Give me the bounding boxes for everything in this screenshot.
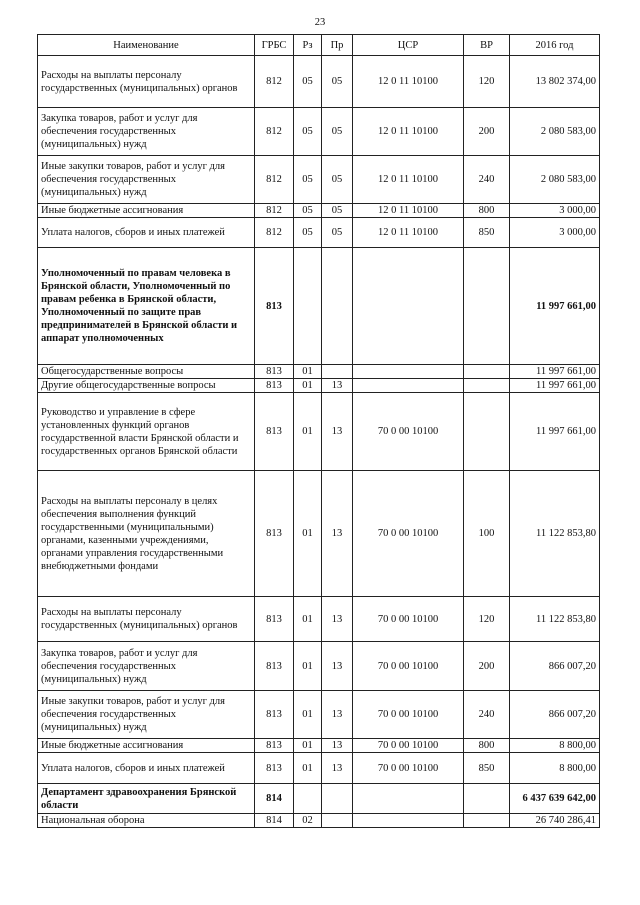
cell-rz: 01 <box>294 739 322 753</box>
table-row <box>38 784 600 814</box>
cell-name: Иные закупки товаров, работ и услуг для обеспечения государственных (муниципальных) нужд <box>38 156 255 204</box>
cell-grbs: 812 <box>255 218 294 248</box>
cell-name: Расходы на выплаты персоналу государственных (муниципальных) органов <box>38 597 255 642</box>
table-body <box>38 56 600 828</box>
cell-amount: 6 437 639 642,00 <box>510 784 600 814</box>
cell-name: Национальная оборона <box>38 814 255 828</box>
cell-csr <box>353 248 464 365</box>
cell-vr: 850 <box>464 753 510 784</box>
cell-amount: 866 007,20 <box>510 691 600 739</box>
header-rz: Рз <box>294 35 322 56</box>
cell-rz: 01 <box>294 379 322 393</box>
cell-amount: 866 007,20 <box>510 642 600 691</box>
cell-rz <box>294 248 322 365</box>
header-name: Наименование <box>38 35 255 56</box>
cell-pr: 05 <box>322 218 353 248</box>
table-row <box>38 56 600 108</box>
cell-csr: 70 0 00 10100 <box>353 642 464 691</box>
header-csr: ЦСР <box>353 35 464 56</box>
cell-rz: 01 <box>294 642 322 691</box>
cell-rz: 01 <box>294 691 322 739</box>
cell-vr: 240 <box>464 156 510 204</box>
cell-name: Другие общегосударственные вопросы <box>38 379 255 393</box>
cell-csr <box>353 814 464 828</box>
cell-vr <box>464 814 510 828</box>
header-row <box>38 35 600 56</box>
cell-pr: 05 <box>322 56 353 108</box>
cell-amount: 8 800,00 <box>510 739 600 753</box>
cell-csr: 70 0 00 10100 <box>353 393 464 471</box>
cell-name: Департамент здравоохранения Брянской области <box>38 784 255 814</box>
header-vr: ВР <box>464 35 510 56</box>
header-year: 2016 год <box>510 35 600 56</box>
cell-grbs: 812 <box>255 204 294 218</box>
cell-grbs: 813 <box>255 393 294 471</box>
cell-pr: 13 <box>322 739 353 753</box>
table-row <box>38 739 600 753</box>
cell-csr: 12 0 11 10100 <box>353 204 464 218</box>
cell-vr: 120 <box>464 597 510 642</box>
cell-name: Иные бюджетные ассигнования <box>38 739 255 753</box>
table-row <box>38 204 600 218</box>
cell-pr: 13 <box>322 691 353 739</box>
cell-pr <box>322 248 353 365</box>
cell-vr <box>464 248 510 365</box>
cell-vr: 120 <box>464 56 510 108</box>
cell-rz: 05 <box>294 204 322 218</box>
cell-vr: 200 <box>464 642 510 691</box>
cell-rz: 01 <box>294 471 322 597</box>
cell-grbs: 813 <box>255 597 294 642</box>
cell-name: Закупка товаров, работ и услуг для обеспечения государственных (муниципальных) нужд <box>38 108 255 156</box>
table-row <box>38 393 600 471</box>
cell-amount: 11 997 661,00 <box>510 379 600 393</box>
cell-rz: 01 <box>294 597 322 642</box>
cell-rz: 01 <box>294 365 322 379</box>
table-row <box>38 814 600 828</box>
cell-pr: 13 <box>322 597 353 642</box>
cell-rz <box>294 784 322 814</box>
cell-vr <box>464 393 510 471</box>
cell-rz: 05 <box>294 56 322 108</box>
cell-pr <box>322 365 353 379</box>
table-row <box>38 471 600 597</box>
cell-csr: 70 0 00 10100 <box>353 471 464 597</box>
cell-rz: 05 <box>294 108 322 156</box>
cell-rz: 05 <box>294 156 322 204</box>
cell-name: Иные бюджетные ассигнования <box>38 204 255 218</box>
cell-pr <box>322 814 353 828</box>
cell-pr <box>322 784 353 814</box>
table-row <box>38 218 600 248</box>
cell-csr: 70 0 00 10100 <box>353 691 464 739</box>
table-row <box>38 753 600 784</box>
cell-name: Иные закупки товаров, работ и услуг для обеспечения государственных (муниципальных) нужд <box>38 691 255 739</box>
table-row <box>38 379 600 393</box>
cell-vr: 800 <box>464 739 510 753</box>
cell-grbs: 813 <box>255 248 294 365</box>
cell-vr <box>464 784 510 814</box>
cell-name: Расходы на выплаты персоналу в целях обеспечения выполнения функций государственными (муниципальными) органами, казенными учреждениями, органами управления государственными внебюджетными фондами <box>38 471 255 597</box>
cell-grbs: 813 <box>255 739 294 753</box>
cell-grbs: 813 <box>255 365 294 379</box>
cell-amount: 2 080 583,00 <box>510 156 600 204</box>
cell-csr: 12 0 11 10100 <box>353 156 464 204</box>
cell-csr: 12 0 11 10100 <box>353 218 464 248</box>
cell-name: Уплата налогов, сборов и иных платежей <box>38 218 255 248</box>
cell-grbs: 812 <box>255 156 294 204</box>
cell-vr <box>464 379 510 393</box>
cell-vr: 240 <box>464 691 510 739</box>
table-row <box>38 108 600 156</box>
cell-name: Уплата налогов, сборов и иных платежей <box>38 753 255 784</box>
cell-amount: 2 080 583,00 <box>510 108 600 156</box>
page-number: 23 <box>314 17 326 28</box>
cell-vr <box>464 365 510 379</box>
cell-rz: 01 <box>294 393 322 471</box>
cell-amount: 26 740 286,41 <box>510 814 600 828</box>
header-pr: Пр <box>322 35 353 56</box>
cell-csr: 70 0 00 10100 <box>353 597 464 642</box>
cell-rz: 02 <box>294 814 322 828</box>
cell-csr: 70 0 00 10100 <box>353 753 464 784</box>
cell-vr: 200 <box>464 108 510 156</box>
cell-pr: 05 <box>322 156 353 204</box>
cell-grbs: 813 <box>255 691 294 739</box>
cell-csr <box>353 784 464 814</box>
cell-pr: 13 <box>322 471 353 597</box>
cell-vr: 850 <box>464 218 510 248</box>
cell-amount: 3 000,00 <box>510 218 600 248</box>
cell-csr <box>353 365 464 379</box>
cell-pr: 05 <box>322 204 353 218</box>
cell-amount: 11 997 661,00 <box>510 365 600 379</box>
cell-vr: 100 <box>464 471 510 597</box>
cell-pr: 13 <box>322 642 353 691</box>
header-grbs: ГРБС <box>255 35 294 56</box>
table-row <box>38 642 600 691</box>
cell-amount: 13 802 374,00 <box>510 56 600 108</box>
cell-amount: 3 000,00 <box>510 204 600 218</box>
cell-grbs: 813 <box>255 642 294 691</box>
cell-grbs: 813 <box>255 379 294 393</box>
cell-csr: 12 0 11 10100 <box>353 56 464 108</box>
cell-grbs: 814 <box>255 784 294 814</box>
cell-pr: 13 <box>322 379 353 393</box>
cell-name: Руководство и управление в сфере установленных функций органов государственной власти Брянской области и государственных органов Брянской области <box>38 393 255 471</box>
cell-amount: 11 122 853,80 <box>510 597 600 642</box>
table-row <box>38 597 600 642</box>
cell-csr <box>353 379 464 393</box>
table-row <box>38 365 600 379</box>
table-row <box>38 248 600 365</box>
cell-amount: 8 800,00 <box>510 753 600 784</box>
cell-name: Общегосударственные вопросы <box>38 365 255 379</box>
cell-amount: 11 997 661,00 <box>510 248 600 365</box>
cell-csr: 70 0 00 10100 <box>353 739 464 753</box>
cell-amount: 11 997 661,00 <box>510 393 600 471</box>
cell-name: Закупка товаров, работ и услуг для обеспечения государственных (муниципальных) нужд <box>38 642 255 691</box>
cell-name: Уполномоченный по правам человека в Брянской области, Уполномоченный по правам ребенка в Брянской области, Уполномоченный по защите прав предпринимателей в Брянской области и аппарат уполномоченных <box>38 248 255 365</box>
cell-csr: 12 0 11 10100 <box>353 108 464 156</box>
table-row <box>38 691 600 739</box>
cell-grbs: 813 <box>255 471 294 597</box>
cell-grbs: 812 <box>255 108 294 156</box>
cell-grbs: 814 <box>255 814 294 828</box>
cell-rz: 05 <box>294 218 322 248</box>
cell-name: Расходы на выплаты персоналу государственных (муниципальных) органов <box>38 56 255 108</box>
cell-pr: 05 <box>322 108 353 156</box>
budget-table <box>37 34 600 828</box>
table-row <box>38 156 600 204</box>
cell-grbs: 812 <box>255 56 294 108</box>
cell-amount: 11 122 853,80 <box>510 471 600 597</box>
cell-pr: 13 <box>322 393 353 471</box>
cell-pr: 13 <box>322 753 353 784</box>
cell-grbs: 813 <box>255 753 294 784</box>
cell-rz: 01 <box>294 753 322 784</box>
cell-vr: 800 <box>464 204 510 218</box>
